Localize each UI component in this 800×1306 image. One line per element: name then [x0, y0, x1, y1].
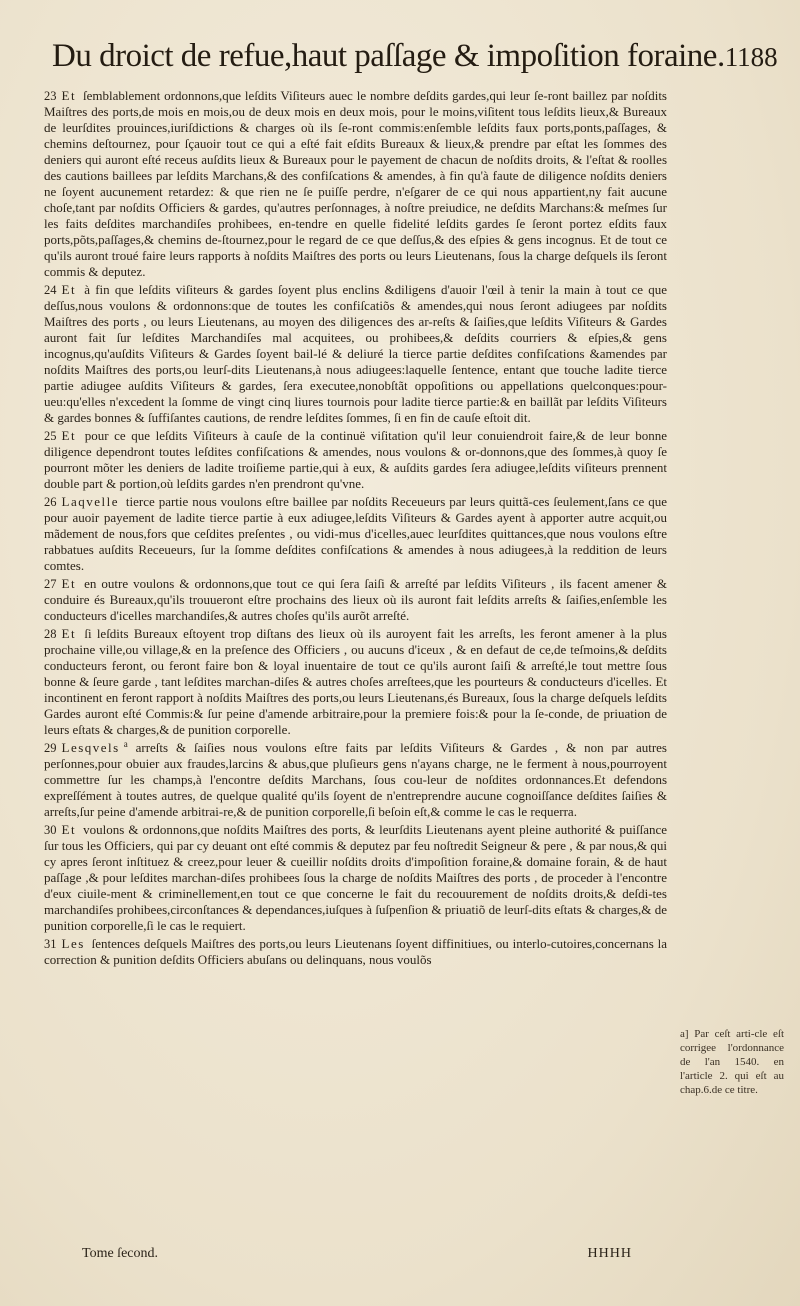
article-lead: Les — [61, 936, 85, 951]
note-reference: a — [123, 738, 128, 749]
article-text: ſemblablement ordonnons,que leſdits Viſiteurs auec le nombre deſdits gardes,qui leur ſe-ront baillez par noſdits Maiſtres des ports,de mois en mois,ou de deux mois en deux mois, pour le moins,viſitent tous leſdits lieux,& Bureaux de leurſdites prouinces,iuriſdictions & charges où ils ſe-ront commis:enſemble leſdits faux ports,ponts,paſſages, & chemins deſtournez, pour ſçauoir tout ce qui a eſté fait eſdits Bureaux & lieux,& prendre par eſtat les ſommes des deniers qui auront eſté receus auſdits lieux & Bureaux pour le payement de chacun de noſdits droits, & l'eſtat & roolles des cautions baillees par leſdits Marchans,& des confiſcations & amendes, à fin qu'à faute de diligence noſdits deniers ne ſoyent aucunement retardez: & que rien ne ſe puiſſe perdre, n'eſgarer de ce qui nous appartient,ny fait aucune choſe,tant par noſdits Officiers & gardes, qu'autres perſonnages, à noſtre preiudice, ne deſdits Marchans:& meſmes ſur les faits deſdites marchandiſes prohibees, en-tendre en quelle fidelité leſdits gardes ſe ſeront portez eſdits faux ports,põts,paſſages,& chemins de-ſtournez,pour le regard de ce que deſſus,& des eſpies & gens incognus. Et de tout ce qu'ils auront troué faire leurs rapports à noſdits Maiſtres des ports ou leurs Lieutenans, ſous la charge deſquels ils ſeront commis & deputez. — [44, 88, 667, 279]
article-31 — [44, 936, 667, 968]
article-number: 26 — [44, 495, 57, 509]
text-block — [44, 88, 667, 968]
page-footer — [82, 1246, 642, 1266]
article-text: ſi leſdits Bureaux eſtoyent trop diſtans des lieux où ils auroyent fait les arreſts, les feront amener à la plus prochaine ville,ou village,& en la preſence des Officiers , ou aucuns d'iceux , & en defaut de ce,de teſmoins,& deſdits conducteurs feront, ou feront faire bon & loyal inuentaire de tout ce qu'ils auront ſaiſi & arreſté,le tout mettre ſous bonne & ſeure garde , tant leſdites marchan-diſes & autres choſes arreſtees,que les pourteurs & conducteurs d'icelles. Et incontinent en feront rapport à noſdits Maiſtres des ports,ou leurs Lieutenans,és Bureaux, ſous la charge deſquels leſdits Gardes auront eſté Commis:& ſur peine d'amende arbitraire,pour la premiere fois:& pour la ſe-conde, de priuation de leurs eſtats & charges,& de punition corporelle. — [44, 626, 667, 737]
article-number: 25 — [44, 429, 57, 443]
article-28 — [44, 626, 667, 738]
article-text: en outre voulons & ordonnons,que tout ce qui ſera ſaiſi & arreſté par leſdits Viſiteurs , ils facent amener & conduire és Bureaux,qu'ils trouueront eſtre prochains des lieux où ils auront fait leſdits arreſts & ſaiſies,enſemble les conducteurs d'icelles marchandiſes,& autres choſes qu'ils aurõt arreſté. — [44, 576, 667, 623]
folio-number: 1188 — [724, 42, 778, 72]
article-lead: Et — [61, 626, 77, 641]
article-number: 28 — [44, 627, 57, 641]
volume-label: Tome ſecond. — [82, 1246, 158, 1261]
article-text: tierce partie nous voulons eſtre baillee par noſdits Receueurs par leurs quittã-ces ſeulement,ſans ce que pour auoir payement de ladite tierce partie à eux adiugee,leſdits Viſiteurs & Gardes ayent à apporter autre acquit,ou mãdement de nous,fors que ceſdites preſentes , ou vidi-mus d'icelles,auec leurſdites quittances,que nous voulons eſtre rabbatues auſdits Receueurs, ſur la ſomme deſdites confiſcations & amendes à nous adiugees,à la reddition de leurs comtes. — [44, 494, 668, 573]
article-number: 24 — [44, 283, 57, 297]
article-lead: Et — [61, 282, 77, 297]
article-29 — [44, 740, 667, 820]
article-lead: Et — [61, 822, 77, 837]
article-lead: Et — [61, 576, 77, 591]
signature-mark: HHHH — [587, 1246, 632, 1261]
article-24 — [44, 282, 667, 426]
article-number: 31 — [44, 937, 57, 951]
article-number: 30 — [44, 823, 57, 837]
article-text: voulons & ordonnons,que noſdits Maiſtres des ports, & leurſdits Lieutenans ayent pleine authorité & puiſſance ſur tous les Officiers, qui par cy deuant ont eſté commis & deputez par feu noſtredit Seigneur & pere , & par nous,& qui cy apres ſeront inſtituez & creez,pour leuer & cueillir noſdits droits d'impoſition foraine,& domaine forain, & de haut paſſage ,& pour leſdites marchan-diſes prohibees ſous la charge de noſdits Maiſtres des ports , de proceder à l'encontre d'eux ciuile-ment & criminellement,en tout ce que concerne le fait du recouurement de noſdits droits,& deſdi-tes marchandiſes prohibees,circonſtances & dependances,iuſques à ſuſpenſion & priuatiõ de leurſ-dits eſtats & charges,& de punition corporelle,ſi le cas le requiert. — [44, 822, 667, 933]
article-number: 27 — [44, 577, 57, 591]
article-lead: Lesqvels — [61, 740, 120, 755]
margin-note-text: Par ceſt arti-cle eſt corrigee l'ordonnance de l'an 1540. en l'article 2. qui eſt au chap.6.de ce titre. — [680, 1028, 785, 1096]
margin-note-marker: a] — [680, 1028, 689, 1040]
article-27 — [44, 576, 667, 624]
article-25 — [44, 428, 667, 492]
article-23 — [44, 88, 667, 280]
article-number: 23 — [44, 89, 57, 103]
article-text: pour ce que leſdits Viſiteurs à cauſe de la continuë viſitation qu'il leur conuiendroit faire,& de leur bonne diligence dependront toutes leſdites confiſcations & amendes, nous voulons & or-donnons,que des ſommes,à quoy ſe pourront mõter les deniers de ladite troiſieme partie,qui à eux, & auſdits gardes ſera adiugee,leſdits viſiteurs prennent double part & portion,où leſdits gardes n'en prendront qu'vne. — [44, 428, 667, 491]
article-lead: Et — [61, 428, 77, 443]
article-text: à fin que leſdits viſiteurs & gardes ſoyent plus enclins &diligens d'auoir l'œil à tenir la main à tout ce que deſſus,nous voulons & ordonnons:que de toutes les confiſcatiõs & amendes,qui nous ſeront adiugees par noſdits Maiſtres des ports , ou leurs Lieutenans, au moyen des diligences des ar-reſts & ſaiſies,que leſdits Viſiteurs & Gardes auront fait ſur leſdites Marchandiſes mal acquitees, ou prohibees,& deſdits courriers & eſpies,& gens incognus,qu'auſdits Viſiteurs & Gardes ſoyent bail-lé & deliuré la tierce partie deſdites confiſcations &amendes par noſdits Maiſtres des ports,ou leurſ-dits Lieutenans,à nous adiugees:laquelle ſentence, entant que touche ladite tierce partie adiugee auſdits Viſiteurs & gardes, ſera executee,nonobſtãt oppoſitions ou appellations quelconques:pour-ueu:qu'elles n'excedent la ſomme de vingt cinq liures tournois pour ladite tierce partie:& en baillãt par leſdits Viſiteurs & gardes bonnes & ſuffiſantes cautions, de rendre leſdites ſommes, ſi en fin de cauſe eſtoit dit. — [44, 282, 667, 425]
article-26 — [44, 494, 667, 574]
article-lead: Et — [61, 88, 77, 103]
article-number: 29 — [44, 741, 57, 755]
article-text: ſentences deſquels Maiſtres des ports,ou leurs Lieutenans ſoyent diffinitiues, ou interlo-cutoires,concernans la correction & punition deſdits Officiers abuſans ou delinquans, nous voulõs — [44, 936, 667, 967]
margin-note — [680, 1027, 784, 1097]
running-title: Du droict de refue,haut paſſage & impoſition foraine. — [52, 38, 725, 74]
page-header — [52, 38, 778, 82]
article-text: arreſts & ſaiſies nous voulons eſtre faits par leſdits Viſiteurs & Gardes , & non par autres perſonnes,pour obuier aux fraudes,larcins & abus,que pluſieurs gens n'ayans charge, ne le ferment à nous,pourroyent commettre ſur les champs,à l'encontre deſdits Marchans, ſous cou-leur de noſdites ordonnances.Et defendons expreſſément à toutes autres, de quelque qualité qu'ils ſoyent de n'entreprendre aucune cognoiſſance deſdites ſaiſies & arreſts,ſur peine d'amende arbitrai-re,& de punition corporelle,ſi beſoin eſt,& comme le cas le requerra. — [44, 740, 667, 819]
article-30 — [44, 822, 667, 934]
article-lead: Laqvelle — [61, 494, 119, 509]
